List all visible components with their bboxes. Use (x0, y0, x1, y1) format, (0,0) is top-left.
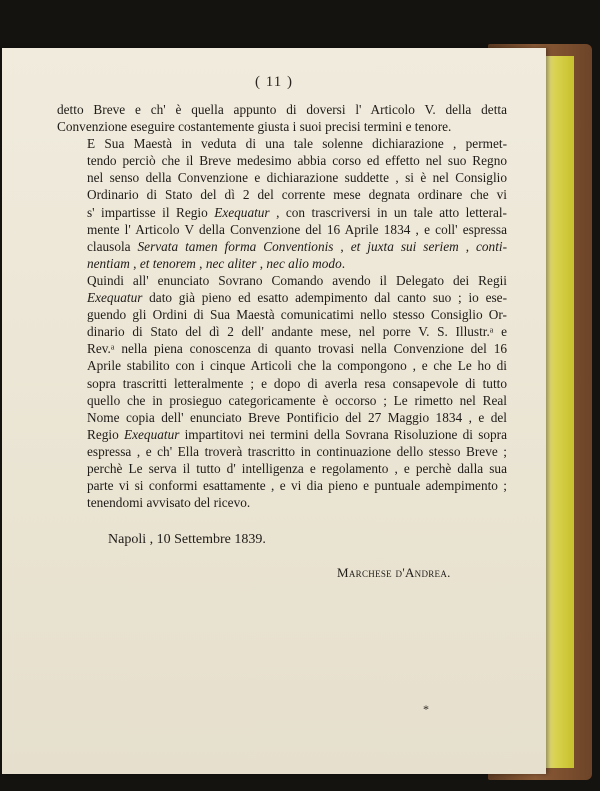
text-line: guendo gli Ordini di Sua Maestà comunicatimi nello stesso Consiglio Or- (87, 307, 507, 323)
paragraph-2 (57, 135, 507, 272)
text-line: mente l' Articolo V della Convenzione del 16 Aprile 1834 , e coll' espressa (87, 221, 507, 237)
text-line: detto Breve e ch' è quella appunto di doversi l' Articolo V. della detta (57, 102, 507, 117)
body-text (57, 101, 507, 511)
text-line: clausola Servata tamen forma Conventionis , et juxta sui seriem , conti- (87, 238, 508, 254)
signature: Marchese d'Andrea. (337, 565, 451, 580)
text-line: Regio Exequatur impartitovi nei termini della Sovrana Risoluzione di sopra (87, 426, 507, 442)
paragraph-1 (57, 101, 507, 135)
text-line: Convenzione eseguire costantemente giusta i suoi precisi termini e tenore. (57, 119, 452, 135)
dateline: Napoli , 10 Settembre 1839. (108, 532, 266, 547)
text-line: tenendomi avvisato del ricevo. (87, 495, 251, 511)
text-line: espressa , e ch' Ella troverà trascritto in continuazione dello stesso Breve ; (87, 443, 507, 459)
page-number: ( 11 ) (255, 74, 293, 90)
text-line: perchè Le serva il tutto d' intelligenza e regolamento , e perchè dalla sua (87, 460, 507, 476)
text-line: tendo perciò che il Breve medesimo abbia corso ed effetto nel suo Regno (87, 153, 507, 169)
book-page (2, 48, 546, 774)
text-line: s' impartisse il Regio Exequatur , con trascriversi in un tale atto letteral- (87, 204, 507, 220)
text-line: parte vi si conformi esattamente , e vi dia pieno e puntuale adempimento ; (87, 478, 507, 494)
text-line: quello che in prosieguo categoricamente è occorso ; Le rimetto nel Real (87, 392, 507, 408)
text-line: dinario di Stato del dì 2 dell' andante mese, nel porre V. S. Illustr.ᵃ e (87, 324, 507, 340)
text-line: nentiam , et tenorem , nec aliter , nec alio modo. (87, 255, 346, 271)
text-line: nel senso della Convenzione e dichiarazione suddette , si è nel Consiglio (87, 170, 507, 186)
text-line: Rev.ᵃ nella piena conoscenza di quanto trovasi nella Convenzione del 16 (87, 341, 507, 357)
text-line: sopra trascritti letteralmente ; e dopo di averla resa consapevole di tutto (87, 375, 507, 391)
text-line: Aprile stabilito con i cinque Articoli che la compongono , e che Le ho di (87, 358, 507, 374)
text-line: Quindi all' enunciato Sovrano Comando avendo il Delegato dei Regii (87, 272, 507, 288)
text-line: Ordinario di Stato del dì 2 del corrente mese degnata ordinare che vi (87, 187, 507, 203)
text-line: E Sua Maestà in veduta di una tale solenne dichiarazione , permet- (87, 136, 507, 152)
catchmark-asterisk: * (423, 702, 429, 716)
text-line: Nome copia dell' enunciato Breve Pontificio del 27 Maggio 1834 , e del (87, 409, 507, 425)
paragraph-3 (57, 272, 507, 511)
text-line: Exequatur dato già pieno ed esatto adempimento dal canto suo ; io ese- (87, 290, 507, 306)
